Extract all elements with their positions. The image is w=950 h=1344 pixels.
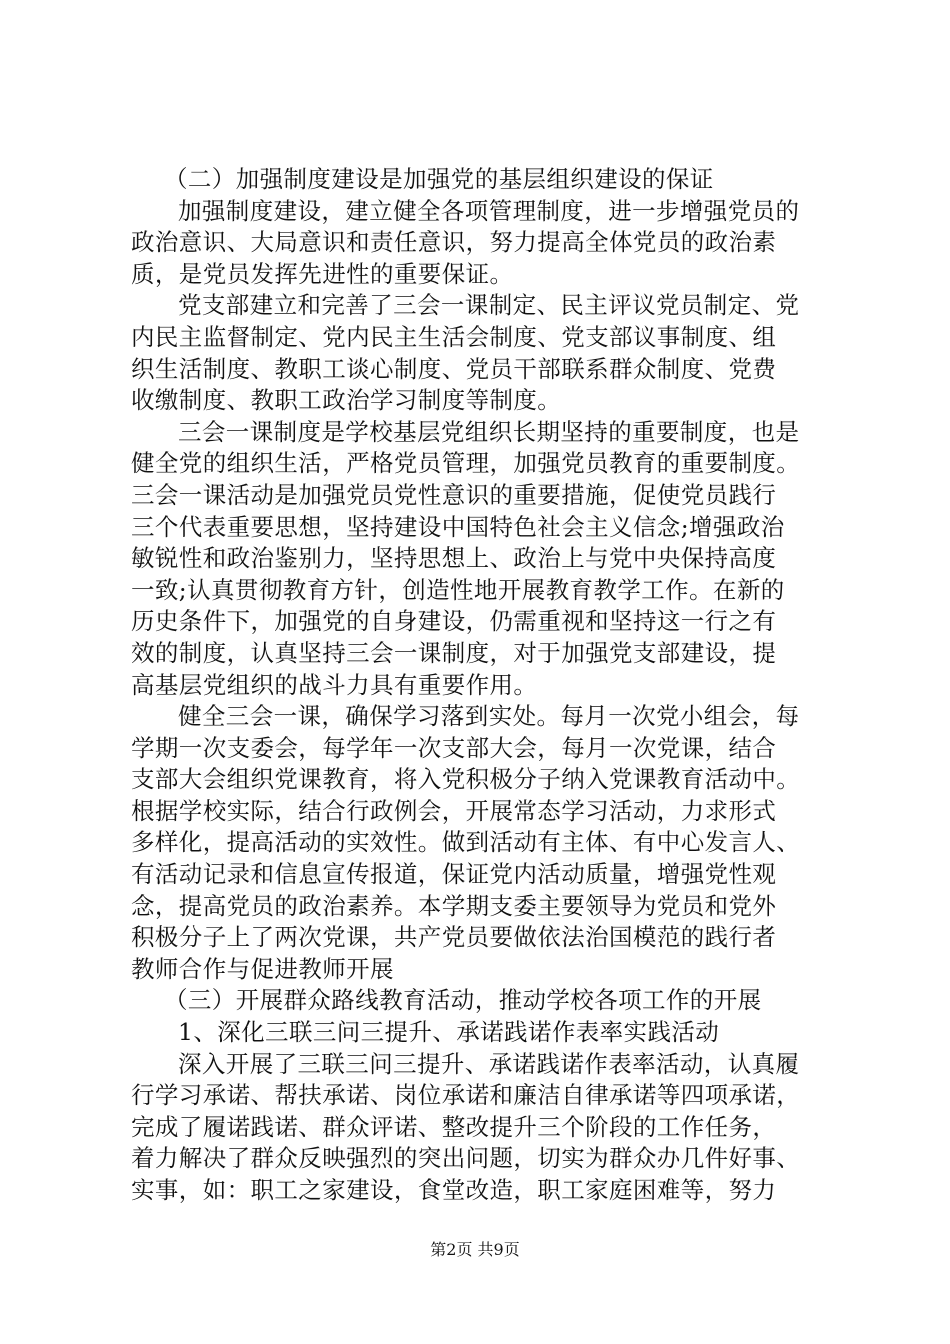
paragraph-line: 历史条件下，加强党的自身建设，仍需重视和坚持这一行之有 <box>131 607 777 636</box>
document-body <box>131 164 835 1207</box>
paragraph-line: 根据学校实际，结合行政例会，开展常态学习活动，力求形式 <box>131 796 777 825</box>
paragraph-line: 深入开展了三联三问三提升、承诺践诺作表率活动，认真履 <box>178 1049 800 1078</box>
paragraph-line: 学期一次支委会，每学年一次支部大会，每月一次党课，结合 <box>131 733 777 762</box>
paragraph-line: 有活动记录和信息宣传报道，保证党内活动质量，增强党性观 <box>131 860 777 889</box>
paragraph-line: 效的制度，认真坚持三会一课制度，对于加强党支部建设，提 <box>131 638 777 667</box>
paragraph-line: 多样化，提高活动的实效性。做到活动有主体、有中心发言人、 <box>131 828 801 857</box>
paragraph-line: 教师合作与促进教师开展 <box>131 954 394 983</box>
paragraph-line: 三会一课活动是加强党员党性意识的重要措施，促使党员践行 <box>131 480 777 509</box>
paragraph-line: 一致;认真贯彻教育方针，创造性地开展教育教学工作。在新的 <box>131 575 785 604</box>
paragraph-line: 加强制度建设，建立健全各项管理制度，进一步增强党员的 <box>178 196 800 225</box>
paragraph-line: 政治意识、大局意识和责任意识，努力提高全体党员的政治素 <box>131 228 777 257</box>
paragraph-line: 党支部建立和完善了三会一课制定、民主评议党员制定、党 <box>178 291 800 320</box>
paragraph-line: 质，是党员发挥先进性的重要保证。 <box>131 259 514 288</box>
paragraph-line: 积极分子上了两次党课，共产党员要做依法治国模范的践行者 <box>131 923 777 952</box>
paragraph-line: 支部大会组织党课教育，将入党积极分子纳入党课教育活动中。 <box>131 765 801 794</box>
paragraph-line: 健全党的组织生活，严格党员管理，加强党员教育的重要制度。 <box>131 449 801 478</box>
paragraph-line: 三会一课制度是学校基层党组织长期坚持的重要制度，也是 <box>178 417 800 446</box>
subsection-heading: 1、深化三联三问三提升、承诺践诺作表率实践活动 <box>178 1018 720 1047</box>
section-heading-three: （三）开展群众路线教育活动，推动学校各项工作的开展 <box>164 986 762 1015</box>
paragraph-line: 念，提高党员的政治素养。本学期支委主要领导为党员和党外 <box>131 891 777 920</box>
paragraph-line: 实事，如：职工之家建设，食堂改造，职工家庭困难等，努力 <box>131 1176 777 1204</box>
paragraph-line: 行学习承诺、帮扶承诺、岗位承诺和廉洁自律承诺等四项承诺， <box>131 1081 801 1110</box>
paragraph-line: 高基层党组织的战斗力具有重要作用。 <box>131 670 538 699</box>
paragraph-line: 敏锐性和政治鉴别力，坚持思想上、政治上与党中央保持高度 <box>131 544 777 573</box>
paragraph-line: 三个代表重要思想，坚持建设中国特色社会主义信念;增强政治 <box>131 512 785 541</box>
paragraph-line: 完成了履诺践诺、群众评诺、整改提升三个阶段的工作任务， <box>131 1112 777 1141</box>
paragraph-line: 健全三会一课，确保学习落到实处。每月一次党小组会，每 <box>178 702 800 731</box>
section-heading-two: （二）加强制度建设是加强党的基层组织建设的保证 <box>164 165 714 193</box>
paragraph-line: 织生活制度、教职工谈心制度、党员干部联系群众制度、党费 <box>131 354 777 383</box>
paragraph-line: 内民主监督制定、党内民主生活会制度、党支部议事制度、组 <box>131 322 777 351</box>
page-number-footer: 第2页 共9页 <box>430 1240 520 1259</box>
paragraph-line: 着力解决了群众反映强烈的突出问题，切实为群众办几件好事、 <box>131 1144 801 1173</box>
paragraph-line: 收缴制度、教职工政治学习制度等制度。 <box>131 386 562 415</box>
